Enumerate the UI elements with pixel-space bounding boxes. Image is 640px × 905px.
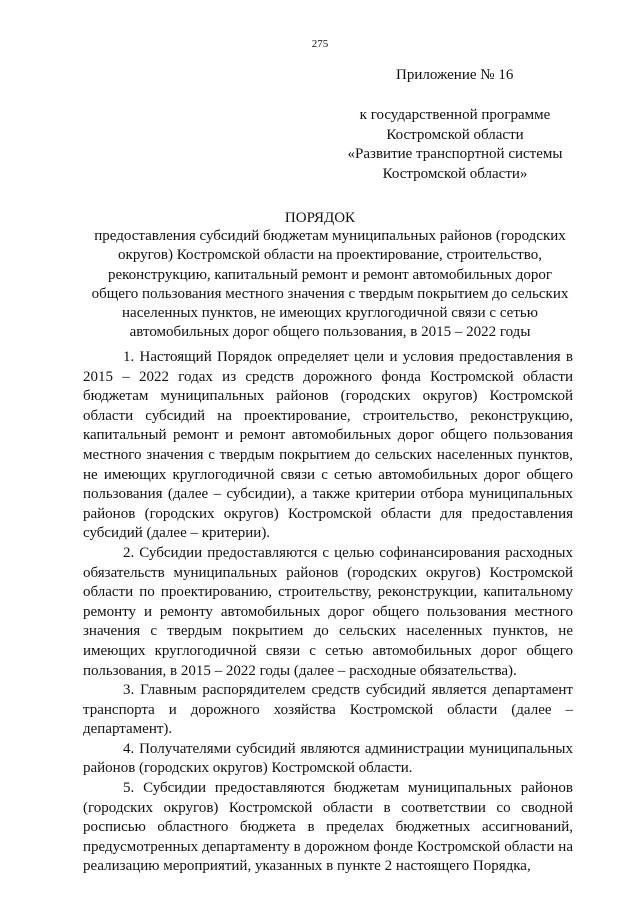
appendix-reference — [330, 106, 580, 184]
subtitle-line: реконструкцию, капитальный ремонт и ремонт автомобильных дорог — [107, 266, 553, 283]
page-number: 275 — [311, 38, 329, 50]
subtitle-line: округов) Костромской области на проектирование, строительство, — [118, 247, 542, 264]
paragraph-3: 3. Главным распорядителем средств субсидий является департамент транспорта и дорожного хозяйства Костромской области (далее – департамент). — [83, 682, 573, 738]
subtitle-line: населенных пунктов, не имеющих круглогодичной связи с сетью — [122, 305, 538, 322]
document-title: ПОРЯДОК — [284, 210, 356, 226]
document-body — [83, 348, 573, 877]
appendix-label: Приложение № 16 — [396, 67, 514, 83]
appendix-reference-line: Костромской области — [386, 126, 524, 143]
paragraph-2: 2. Субсидии предоставляются с целью софинансирования расходных обязательств муниципальных районов (городских округов) Костромской области по проектированию, строительству, реконструкции, капитальному ремонту и ремонту автомобильных дорог общего пользования местного значения с твердым покрытием до сельских населенных пунктов, не имеющих круглогодичной связи с сетью автомобильных дорог общего пользования, в 2015 – 2022 годы (далее – расходные обязательства). — [83, 544, 573, 679]
subtitle-line: предоставления субсидий бюджетам муниципальных районов (городских — [94, 228, 566, 244]
paragraph-4: 4. Получателями субсидий являются администрации муниципальных районов (городских округов) Костромской области. — [83, 740, 573, 777]
appendix-reference-line: к государственной программе — [359, 107, 551, 123]
paragraph-5: 5. Субсидии предоставляются бюджетам муниципальных районов (городских округов) Костромской области в соответствии со сводной росписью областного бюджета в пределах бюджетных ассигнований, предусмотренных департаменту в дорожном фонде Костромской области на реализацию мероприятий, указанных в пункте 2 настоящего Порядка, — [83, 780, 573, 875]
subtitle-line: общего пользования местного значения с твердым покрытием до сельских — [91, 285, 569, 302]
paragraph-1: 1. Настоящий Порядок определяет цели и условия предоставления в 2015 – 2022 годах из средств дорожного фонда Костромской области бюджетам муниципальных районов (городских округов) Костромской области субсидий на проектирование, строительство, реконструкцию, капитальный ремонт и ремонт автомобильных дорог общего пользования местного значения с твердым покрытием до сельских населенных пунктов, не имеющих круглогодичной связи с сетью автомобильных дорог общего пользования (далее – субсидии), а также критерии отбора муниципальных районов (городских округов) Костромской области для предоставления субсидий (далее – критерии). — [83, 349, 573, 542]
document-subtitle — [80, 227, 580, 343]
appendix-reference-line: «Развитие транспортной системы — [347, 146, 563, 162]
appendix-reference-line: Костромской области» — [382, 165, 528, 182]
subtitle-line: автомобильных дорог общего пользования, в 2015 – 2022 годы — [129, 324, 531, 341]
